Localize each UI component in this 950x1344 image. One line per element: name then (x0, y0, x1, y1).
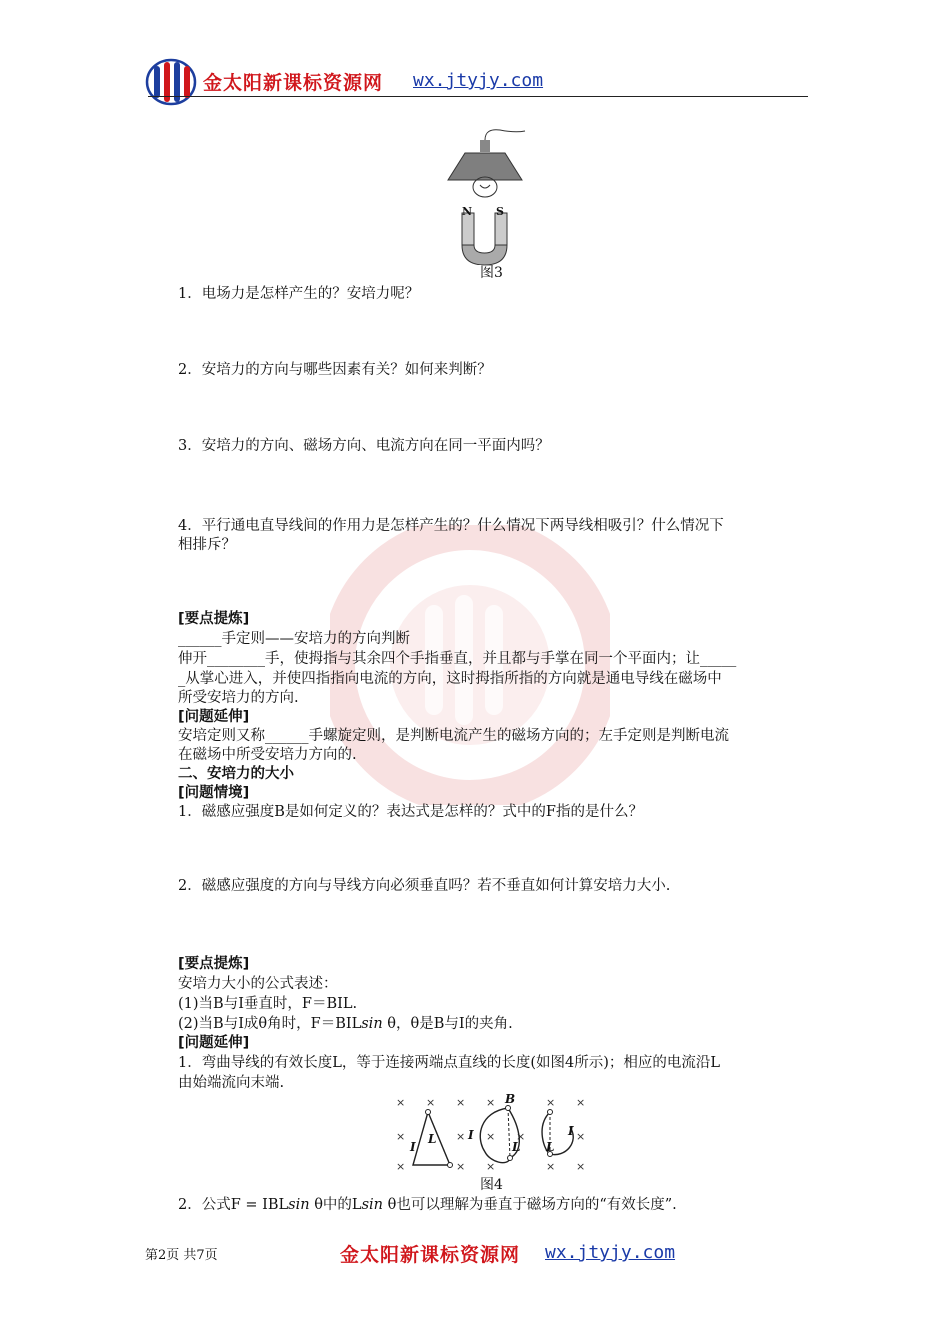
logo-icon (145, 58, 197, 106)
question-4-line1: 4．平行通电直导线间的作用力是怎样产生的？什么情况下两导线相吸引？什么情况下 (178, 518, 724, 534)
header-brand: 金太阳新课标资源网 (203, 72, 384, 94)
fig4-label-b: B (505, 1092, 516, 1106)
svg-text:×: × (516, 1130, 526, 1143)
header-url-link[interactable]: wx.jtyjy.com (413, 70, 544, 91)
pole-n-label: N (462, 205, 473, 218)
ext2-line1: 1．弯曲导线的有效长度L，等于连接两端点直线的长度(如图4所示)；相应的电流沿L (178, 1055, 721, 1071)
question-1: 1．电场力是怎样产生的？安培力呢？ (178, 286, 420, 302)
svg-text:×: × (456, 1096, 466, 1109)
context2-q1: 1．磁感应强度B是如何定义的？表达式是怎样的？式中的F指的是什么？ (178, 804, 643, 820)
fig4-label-l-1: L (428, 1132, 437, 1146)
fig4-label-i-3: I (568, 1124, 574, 1138)
svg-text:×: × (396, 1130, 406, 1143)
section-2-heading: 二、安培力的大小 (178, 766, 294, 782)
context-heading-2: [问题情境] (178, 785, 250, 801)
pole-s-label: S (496, 205, 504, 218)
footer-brand: 金太阳新课标资源网 (340, 1244, 521, 1266)
key-points-heading-1: [要点提炼] (178, 611, 250, 627)
question-2: 2．安培力的方向与哪些因素有关？如何来判断？ (178, 362, 492, 378)
svg-text:×: × (546, 1160, 556, 1172)
question-3: 3．安培力的方向、磁场方向、电流方向在同一平面内吗？ (178, 438, 550, 454)
svg-text:×: × (486, 1096, 496, 1109)
header-divider (148, 96, 808, 97)
svg-text:×: × (486, 1130, 496, 1143)
key1-line4: 所受安培力的方向. (178, 690, 299, 706)
svg-text:×: × (576, 1160, 586, 1172)
ext1-line1: 安培定则又称______手螺旋定则，是判断电流产生的磁场方向的；左手定则是判断电流 (178, 728, 729, 744)
ext1-line2: 在磁场中所受安培力方向的. (178, 747, 357, 763)
svg-text:×: × (456, 1160, 466, 1172)
question-4-line2: 相排斥？ (178, 537, 236, 553)
ext2-line2: 由始端流向末端. (178, 1075, 285, 1091)
key2-line1: 安培力大小的公式表述： (178, 976, 338, 992)
svg-text:×: × (426, 1096, 436, 1109)
key1-line2: 伸开________手，使拇指与其余四个手指垂直，并且都与手掌在同一个平面内；让_____ (178, 651, 737, 667)
svg-text:×: × (486, 1160, 496, 1172)
extension-heading-2: [问题延伸] (178, 1035, 250, 1051)
fig4-label-i-1: I (410, 1140, 416, 1154)
page-number: 第2页 共7页 (145, 1248, 218, 1263)
extension-heading-1: [问题延伸] (178, 709, 250, 725)
context2-q2: 2．磁感应强度的方向与导线方向必须垂直吗？若不垂直如何计算安培力大小. (178, 878, 671, 894)
field-cross: × (396, 1096, 406, 1109)
svg-text:×: × (396, 1160, 406, 1172)
key-points-heading-2: [要点提炼] (178, 956, 250, 972)
fig4-label-i-2: I (468, 1128, 474, 1142)
figure-4-caption: 图4 (480, 1177, 503, 1193)
key1-line1: ______手定则——安培力的方向判断 (178, 631, 410, 647)
key1-line3: _从掌心进入，并使四指指向电流的方向，这时拇指所指的方向就是通电导线在磁场中 (178, 671, 722, 687)
fig4-label-l-3: L (546, 1140, 555, 1154)
key2-line2: (1)当B与I垂直时，F＝BIL. (178, 996, 358, 1012)
svg-text:×: × (546, 1096, 556, 1109)
svg-text:×: × (576, 1130, 586, 1143)
svg-text:×: × (456, 1130, 466, 1143)
ext2-line3: 2．公式F = IBLsin θ中的Lsin θ也可以理解为垂直于磁场方向的“有效长度”. (178, 1197, 677, 1213)
footer-url-link[interactable]: wx.jtyjy.com (545, 1242, 676, 1263)
figure-3-lamp-magnet (440, 125, 560, 265)
svg-text:×: × (576, 1096, 586, 1109)
fig4-label-l-2: L (512, 1140, 521, 1154)
figure-3-caption: 图3 (480, 265, 503, 281)
key2-line3: (2)当B与I成θ角时，F＝BILsin θ，θ是B与I的夹角. (178, 1016, 513, 1032)
